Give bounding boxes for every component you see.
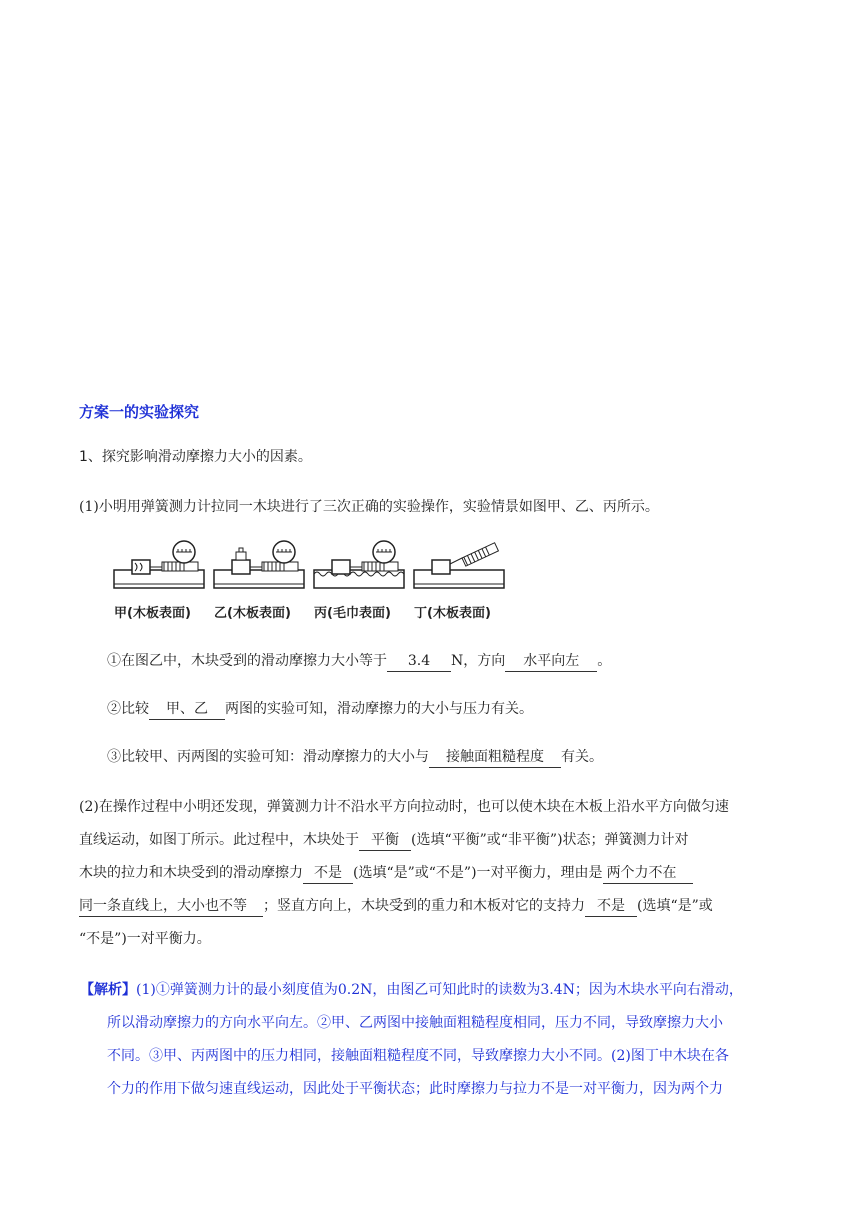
figure-label-yi: 乙(木板表面) — [214, 606, 291, 621]
part2-line4-a: ；竖直方向上，木块受到的重力和木板对它的支持力 — [263, 898, 585, 914]
answer-blank: 不是 — [585, 896, 637, 917]
sub2-suffix: 两图的实验可知，滑动摩擦力的大小与压力有关。 — [225, 701, 533, 717]
figure-label-bing: 丙(毛巾表面) — [314, 606, 391, 621]
part2-line2-a: 直线运动，如图丁所示。此过程中，木块处于 — [79, 832, 359, 848]
part2-line-3 — [79, 863, 693, 884]
sub3-prefix: ③比较甲、丙两图的实验可知：滑动摩擦力的大小与 — [107, 749, 429, 765]
sub1-mid: N，方向 — [451, 653, 506, 669]
analysis-text-1: (1)①弹簧测力计的最小刻度值为0.2N，由图乙可知此时的读数为3.4N；因为木块水平向右滑动， — [136, 982, 743, 998]
answer-blank: 接触面粗糙程度 — [429, 747, 561, 768]
figure-bing — [314, 541, 404, 588]
part2-line-4 — [79, 896, 713, 917]
analysis-line-1 — [80, 980, 743, 1000]
question-title: 1、探究影响滑动摩擦力大小的因素。 — [79, 449, 312, 465]
sub1-suffix: 。 — [597, 653, 612, 669]
sub-question-3 — [107, 747, 603, 768]
question-part1-text: (1)小明用弹簧测力计拉同一木块进行了三次正确的实验操作，实验情景如图甲、乙、丙所示。 — [79, 499, 659, 515]
part2-line-5: “不是”)一对平衡力。 — [79, 931, 211, 947]
analysis-line-4: 个力的作用下做匀速直线运动，因此处于平衡状态；此时摩擦力与拉力不是一对平衡力，因为两个力 — [107, 1081, 723, 1097]
sub-question-1 — [107, 651, 611, 672]
figure-jia — [114, 541, 204, 588]
answer-blank: 两个力不在 — [603, 863, 693, 884]
answer-blank: 不是 — [303, 863, 353, 884]
sub1-prefix: ①在图乙中，木块受到的滑动摩擦力大小等于 — [107, 653, 387, 669]
part2-line3-a: 木块的拉力和木块受到的滑动摩擦力 — [79, 865, 303, 881]
sub2-prefix: ②比较 — [107, 701, 149, 717]
part2-line3-b: (选填“是”或“不是”)一对平衡力，理由是 — [353, 865, 603, 881]
answer-blank: 甲、乙 — [149, 699, 225, 720]
figure-yi — [214, 541, 304, 588]
analysis-line-2: 所以滑动摩擦力的方向水平向左。②甲、乙两图中接触面粗糙程度相同，压力不同，导致摩擦力大小 — [107, 1015, 723, 1031]
part2-line4-b: (选填“是”或 — [637, 898, 713, 914]
answer-blank: 平衡 — [359, 830, 411, 851]
answer-blank: 同一条直线上，大小也不等 — [79, 896, 263, 917]
part2-line-2 — [79, 830, 689, 851]
section-title: 方案一的实验探究 — [79, 403, 200, 421]
sub-question-2 — [107, 699, 533, 720]
answer-blank: 水平向左 — [505, 651, 597, 672]
figure-ding — [414, 543, 504, 588]
figure-label-ding: 丁(木板表面) — [414, 606, 491, 621]
answer-blank: 3.4 — [387, 651, 451, 672]
part2-line-1: (2)在操作过程中小明还发现，弹簧测力计不沿水平方向拉动时，也可以使木块在木板上沿水平方向做匀速 — [79, 799, 729, 815]
part2-line2-b: (选填“平衡”或“非平衡”)状态；弹簧测力计对 — [411, 832, 689, 848]
analysis-line-3: 不同。③甲、丙两图中的压力相同，接触面粗糙程度不同，导致摩擦力大小不同。(2)图丁中木块在各 — [107, 1048, 729, 1064]
sub3-suffix: 有关。 — [561, 749, 603, 765]
figure-label-jia: 甲(木板表面) — [114, 606, 191, 621]
analysis-tag: 【解析】 — [80, 982, 136, 998]
